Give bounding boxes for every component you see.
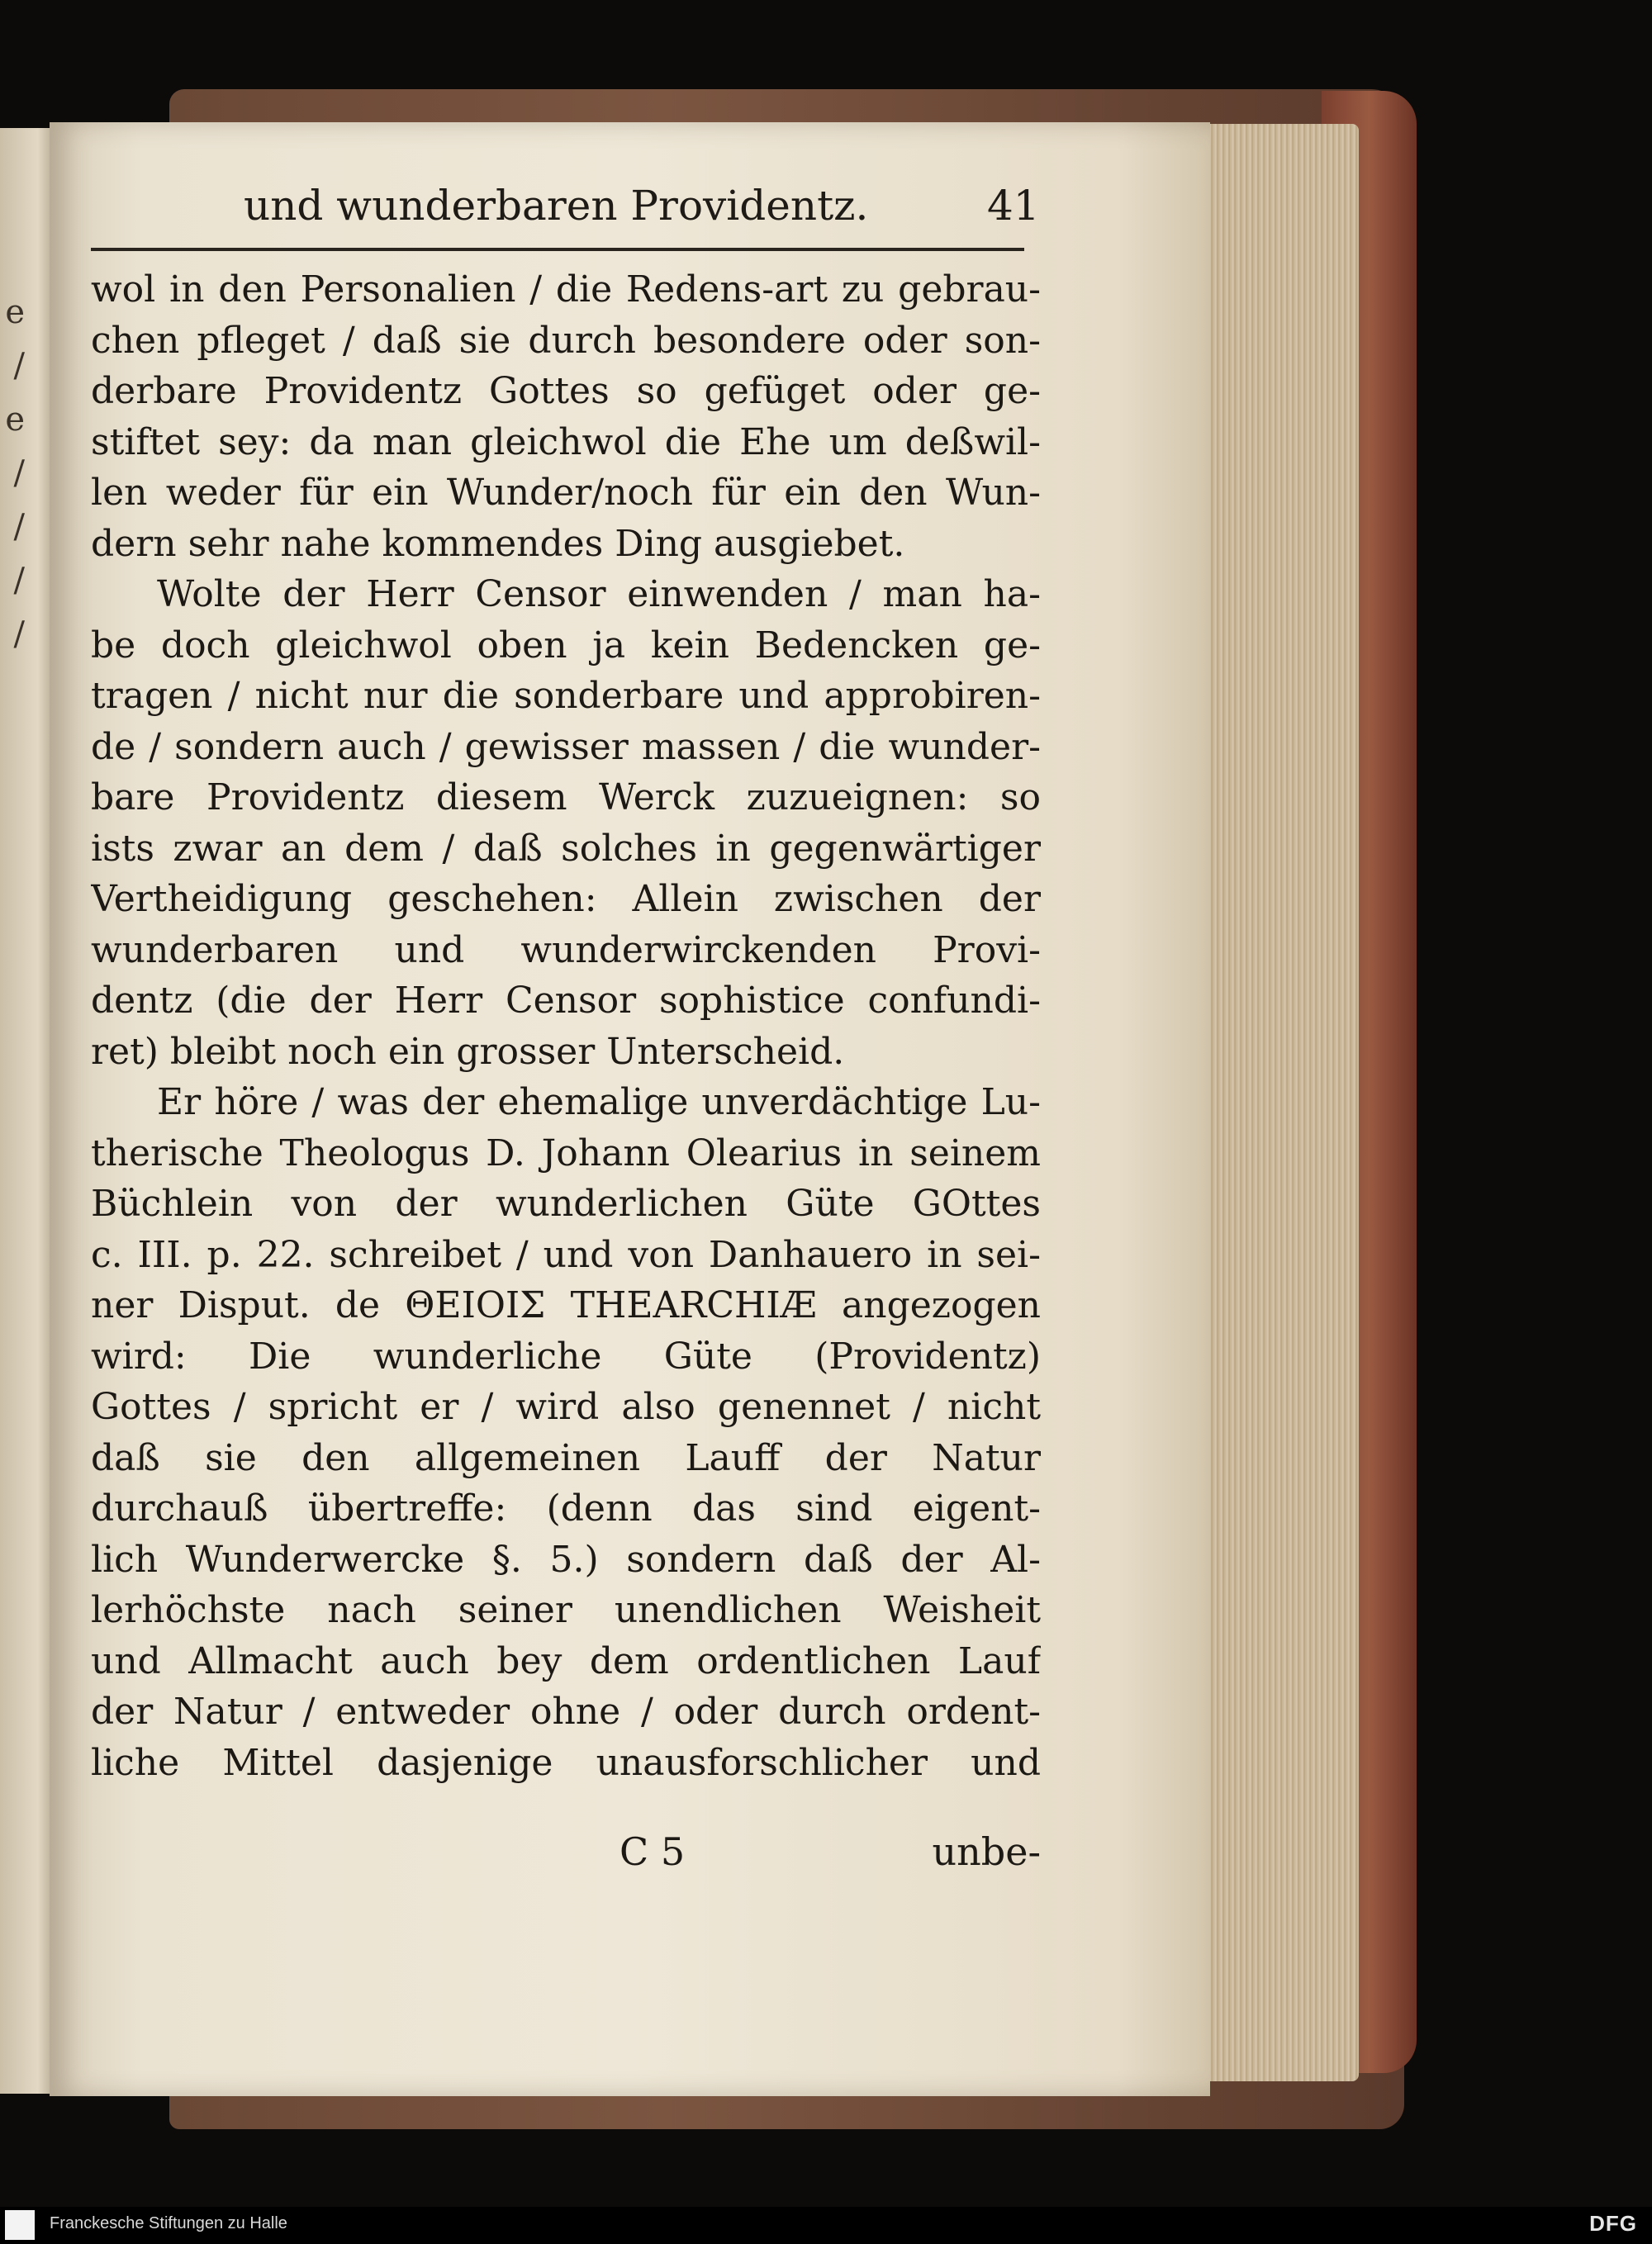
page-fore-edge	[1202, 124, 1359, 2081]
text-line: liche Mittel dasjenige unausforschlicher und	[91, 1741, 1041, 1784]
text-line: wird: Die wunderliche Güte (Providentz)	[91, 1335, 1041, 1378]
text-line: ner Disput. de ΘΕΙΟΙΣ THEARCHIÆ angezogen	[91, 1284, 1041, 1326]
left-page-mark: e	[5, 401, 25, 439]
text-line: dentz (die der Herr Censor sophistice confundi-	[91, 980, 1041, 1022]
page-number: 41	[987, 182, 1040, 230]
text-line: der Natur / entweder ohne / oder durch ordent-	[91, 1691, 1041, 1733]
text-line: c. III. p. 22. schreibet / und von Danhauero in sei-	[91, 1233, 1041, 1276]
text-line: lich Wunderwercke §. 5.) sondern daß der Al-	[91, 1538, 1041, 1581]
institution-name: Franckesche Stiftungen zu Halle	[50, 2214, 287, 2232]
text-line: und Allmacht auch bey dem ordentlichen Lauf	[91, 1639, 1041, 1682]
left-page-mark: /	[13, 615, 25, 653]
text-line: wunderbaren und wunderwirckenden Provi-	[91, 928, 1041, 971]
text-line: Gottes / spricht er / wird also genennet / nicht	[91, 1386, 1041, 1428]
text-line: Wolte der Herr Censor einwenden / man ha-	[157, 573, 1041, 615]
text-line: de / sondern auch / gewisser massen / die wunder-	[91, 725, 1041, 768]
text-line: stiftet sey: da man gleichwol die Ehe um deßwil-	[91, 420, 1041, 463]
text-line: derbare Providentz Gottes so gefüget oder ge-	[91, 370, 1041, 412]
left-page-mark: e	[5, 293, 25, 331]
header-rule	[91, 248, 1024, 251]
text-line: Büchlein von der wunderlichen Güte GOttes	[91, 1183, 1041, 1225]
left-page-mark: /	[13, 454, 25, 492]
text-line: dern sehr nahe kommendes Ding ausgiebet.	[91, 522, 905, 565]
left-page-mark: /	[13, 508, 25, 546]
institution-logo-icon	[5, 2210, 35, 2240]
page-footer	[91, 1829, 1041, 1887]
running-title: und wunderbaren Providentz.	[244, 182, 869, 230]
text-line: durchauß übertreffe: (denn das sind eigent-	[91, 1487, 1041, 1530]
text-line: ists zwar an dem / daß solches in gegenwärtiger	[91, 827, 1041, 870]
dfg-logo: DFG	[1589, 2211, 1637, 2236]
page-header	[145, 182, 1053, 240]
text-line: be doch gleichwol oben ja kein Bedencken ge-	[91, 624, 1041, 667]
text-line: lerhöchste nach seiner unendlichen Weisheit	[91, 1589, 1041, 1631]
catchword: unbe-	[932, 1829, 1041, 1874]
text-line: ret) bleibt noch ein grosser Unterscheid.	[91, 1030, 845, 1073]
text-line: therische Theologus D. Johann Olearius in seinem	[91, 1131, 1041, 1174]
text-line: Er höre / was der ehemalige unverdächtige Lu-	[157, 1081, 1041, 1123]
text-line: chen pfleget / daß sie durch besondere oder son-	[91, 319, 1041, 362]
body-text	[91, 264, 1041, 1788]
text-line: Vertheidigung geschehen: Allein zwischen der	[91, 878, 1041, 920]
text-line: len weder für ein Wunder/noch für ein den Wun-	[91, 472, 1041, 514]
text-line: tragen / nicht nur die sonderbare und approbiren-	[91, 675, 1041, 717]
signature-mark: C 5	[620, 1829, 686, 1874]
left-page-mark: /	[13, 347, 25, 385]
text-line: bare Providentz diesem Werck zuzueignen: so	[91, 776, 1041, 818]
text-line: wol in den Personalien / die Redens-art zu gebrau-	[91, 268, 1041, 311]
left-page-mark: /	[13, 562, 25, 600]
left-page-edge	[0, 128, 54, 2094]
text-line: daß sie den allgemeinen Lauff der Natur	[91, 1436, 1041, 1479]
